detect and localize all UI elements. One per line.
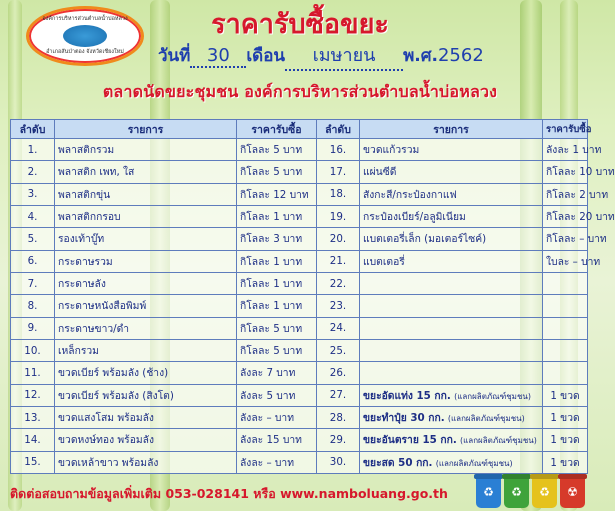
logo-text-bottom: อำเภอสันป่าตอง จังหวัดเชียงใหม่: [46, 49, 124, 55]
row-number: 12.: [11, 384, 55, 406]
row-item: แบตเตอรี่เล็ก (มอเตอร์ไซค์): [360, 228, 543, 250]
row-price: กิโลละ 20 บาท: [543, 205, 588, 227]
row-item: กระป๋องเบียร์/อลูมิเนียม: [360, 205, 543, 227]
row-price: กิโลละ 1 บาท: [237, 250, 317, 272]
row-number: 1.: [11, 139, 55, 161]
page-title: ราคารับซื้อขยะ: [211, 9, 389, 40]
contact-footer: ติดต่อสอบถามข้อมูลเพิ่มเติม 053-028141 หรือ www.namboluang.go.th: [10, 486, 448, 501]
date-prefix: วันที่: [158, 46, 191, 66]
row-item: พลาสติกรวม: [55, 139, 237, 161]
row-number: 25.: [317, 339, 360, 361]
header-price-left: ราคารับซื้อ: [237, 120, 317, 139]
row-item: กระดาษลัง: [55, 272, 237, 294]
row-price: กิโลละ 5 บาท: [237, 139, 317, 161]
row-item: สังกะสี/กระป๋องกาแฟ: [360, 183, 543, 205]
row-item: พลาสติก เพท, ใส: [55, 161, 237, 183]
recycle-bins: [476, 476, 585, 508]
row-number: 20.: [317, 228, 360, 250]
exchange-item: ขยะทำปุ๋ย 30 กก.: [363, 412, 445, 425]
row-exchange-qty: 1 ขวด: [543, 406, 588, 428]
row-price: กิโลละ 1 บาท: [237, 295, 317, 317]
exchange-note: (แลกผลิตภัณฑ์ชุมชน): [460, 436, 537, 446]
row-item: แบตเตอรี่: [360, 250, 543, 272]
table-row: [11, 228, 588, 250]
row-number: 24.: [317, 317, 360, 339]
row-number: 13.: [11, 406, 55, 428]
row-number: 22.: [317, 272, 360, 294]
row-item: ขวดเบียร์ พร้อมลัง (สิงโต): [55, 384, 237, 406]
page-subtitle: ตลาดนัดขยะชุมชน องค์การบริหารส่วนตำบลน้ำบ่อหลวง: [102, 82, 498, 101]
header-no-left: ลำดับ: [11, 120, 55, 139]
logo-text-top: องค์การบริหารส่วนตำบลน้ำบ่อหลวง: [42, 16, 128, 23]
table-row: [11, 205, 588, 227]
row-number: 11.: [11, 362, 55, 384]
price-table: [10, 119, 615, 474]
header-item-right: รายการ: [360, 120, 543, 139]
table-header-row: [11, 120, 588, 139]
row-item: กระดาษขาว/ดำ: [55, 317, 237, 339]
row-price: กิโลละ 1 บาท: [237, 272, 317, 294]
date-day: 30: [206, 45, 230, 66]
row-item: ขวดแก้วรวม: [360, 139, 543, 161]
row-item: [360, 295, 543, 317]
row-item: แผ่นซีดี: [360, 161, 543, 183]
table-row: [11, 451, 588, 473]
row-price: กิโลละ 1 บาท: [237, 205, 317, 227]
row-item: ขวดเหล้าขาว พร้อมลัง: [55, 451, 237, 473]
row-item: ขวดหงษ์ทอง พร้อมลัง: [55, 429, 237, 451]
table-row: [11, 362, 588, 384]
row-number: 30.: [317, 451, 360, 473]
red-bin-icon: ☢: [560, 476, 585, 508]
year-label: พ.ศ.: [403, 46, 438, 66]
row-number: 6.: [11, 250, 55, 272]
row-price: [543, 295, 588, 317]
row-number: 23.: [317, 295, 360, 317]
exchange-item-cell: [360, 451, 543, 473]
row-number: 3.: [11, 183, 55, 205]
row-item: พลาสติกขุ่น: [55, 183, 237, 205]
table-row: [11, 139, 588, 161]
row-number: 9.: [11, 317, 55, 339]
row-number: 17.: [317, 161, 360, 183]
row-exchange-qty: 1 ขวด: [543, 451, 588, 473]
exchange-note: (แลกผลิตภัณฑ์ชุมชน): [454, 391, 531, 401]
row-price: [543, 362, 588, 384]
table-row: [11, 429, 588, 451]
blue-bin-icon: ♻: [476, 476, 501, 508]
row-number: 10.: [11, 339, 55, 361]
row-price: ลังละ – บาท: [237, 406, 317, 428]
table-row: [11, 295, 588, 317]
row-price: กิโลละ 5 บาท: [237, 317, 317, 339]
row-number: 4.: [11, 205, 55, 227]
exchange-item-cell: [360, 406, 543, 428]
yellow-bin-icon: ♻: [532, 476, 557, 508]
row-item: เหล็กรวม: [55, 339, 237, 361]
row-number: 14.: [11, 429, 55, 451]
row-price: กิโลละ – บาท: [543, 228, 588, 250]
exchange-note: (แลกผลิตภัณฑ์ชุมชน): [435, 458, 513, 468]
date-month: เมษายน: [312, 45, 376, 66]
table-row: [11, 317, 588, 339]
row-price: ใบละ – บาท: [543, 250, 588, 272]
row-number: 7.: [11, 272, 55, 294]
row-number: 21.: [317, 250, 360, 272]
row-price: ลังละ 1 บาท: [543, 139, 588, 161]
table-row: [11, 272, 588, 294]
exchange-item: ขยะอัดแท่ง 15 กก.: [363, 389, 451, 402]
exchange-item: ขยะอันตราย 15 กก.: [363, 434, 457, 447]
row-price: [543, 317, 588, 339]
row-price: กิโลละ 5 บาท: [237, 339, 317, 361]
table-row: [11, 250, 588, 272]
table-row: [11, 161, 588, 183]
table-row: [11, 183, 588, 205]
row-item: พลาสติกกรอบ: [55, 205, 237, 227]
row-item: ขวดเบียร์ พร้อมลัง (ช้าง): [55, 362, 237, 384]
row-item: [360, 339, 543, 361]
header-item-left: รายการ: [55, 120, 237, 139]
row-price: กิโลละ 10 บาท: [543, 161, 588, 183]
row-item: [360, 272, 543, 294]
row-number: 15.: [11, 451, 55, 473]
row-number: 19.: [317, 205, 360, 227]
row-exchange-qty: 1 ขวด: [543, 384, 588, 406]
date-line: [158, 40, 484, 71]
row-item: กระดาษหนังสือพิมพ์: [55, 295, 237, 317]
row-number: 27.: [317, 384, 360, 406]
table-row: [11, 339, 588, 361]
row-price: [543, 272, 588, 294]
exchange-item-cell: [360, 384, 543, 406]
row-price: ลังละ 5 บาท: [237, 384, 317, 406]
table-row: [11, 406, 588, 428]
row-price: ลังละ 7 บาท: [237, 362, 317, 384]
row-number: 2.: [11, 161, 55, 183]
row-number: 8.: [11, 295, 55, 317]
row-price: กิโลละ 2 บาท: [543, 183, 588, 205]
row-price: กิโลละ 3 บาท: [237, 228, 317, 250]
row-number: 28.: [317, 406, 360, 428]
header-price-right: ราคารับซื้อ: [543, 120, 588, 139]
date-year: 2562: [437, 45, 484, 66]
row-price: [543, 339, 588, 361]
month-label: เดือน: [246, 46, 286, 66]
row-number: 26.: [317, 362, 360, 384]
row-item: [360, 362, 543, 384]
row-item: กระดาษรวม: [55, 250, 237, 272]
row-item: [360, 317, 543, 339]
exchange-item: ขยะสด 50 กก.: [363, 456, 433, 469]
row-item: ขวดแสงโสม พร้อมลัง: [55, 406, 237, 428]
row-number: 29.: [317, 429, 360, 451]
row-price: กิโลละ 12 บาท: [237, 183, 317, 205]
row-number: 5.: [11, 228, 55, 250]
row-number: 16.: [317, 139, 360, 161]
row-number: 18.: [317, 183, 360, 205]
row-price: กิโลละ 5 บาท: [237, 161, 317, 183]
row-exchange-qty: 1 ขวด: [543, 429, 588, 451]
row-price: ลังละ – บาท: [237, 451, 317, 473]
row-item: รองเท้าบู๊ท: [55, 228, 237, 250]
exchange-note: (แลกผลิตภัณฑ์ชุมชน): [447, 414, 525, 424]
green-bin-icon: ♻: [504, 476, 529, 508]
row-price: ลังละ 15 บาท: [237, 429, 317, 451]
table-row: [11, 384, 588, 406]
header-no-right: ลำดับ: [317, 120, 360, 139]
exchange-item-cell: [360, 429, 543, 451]
